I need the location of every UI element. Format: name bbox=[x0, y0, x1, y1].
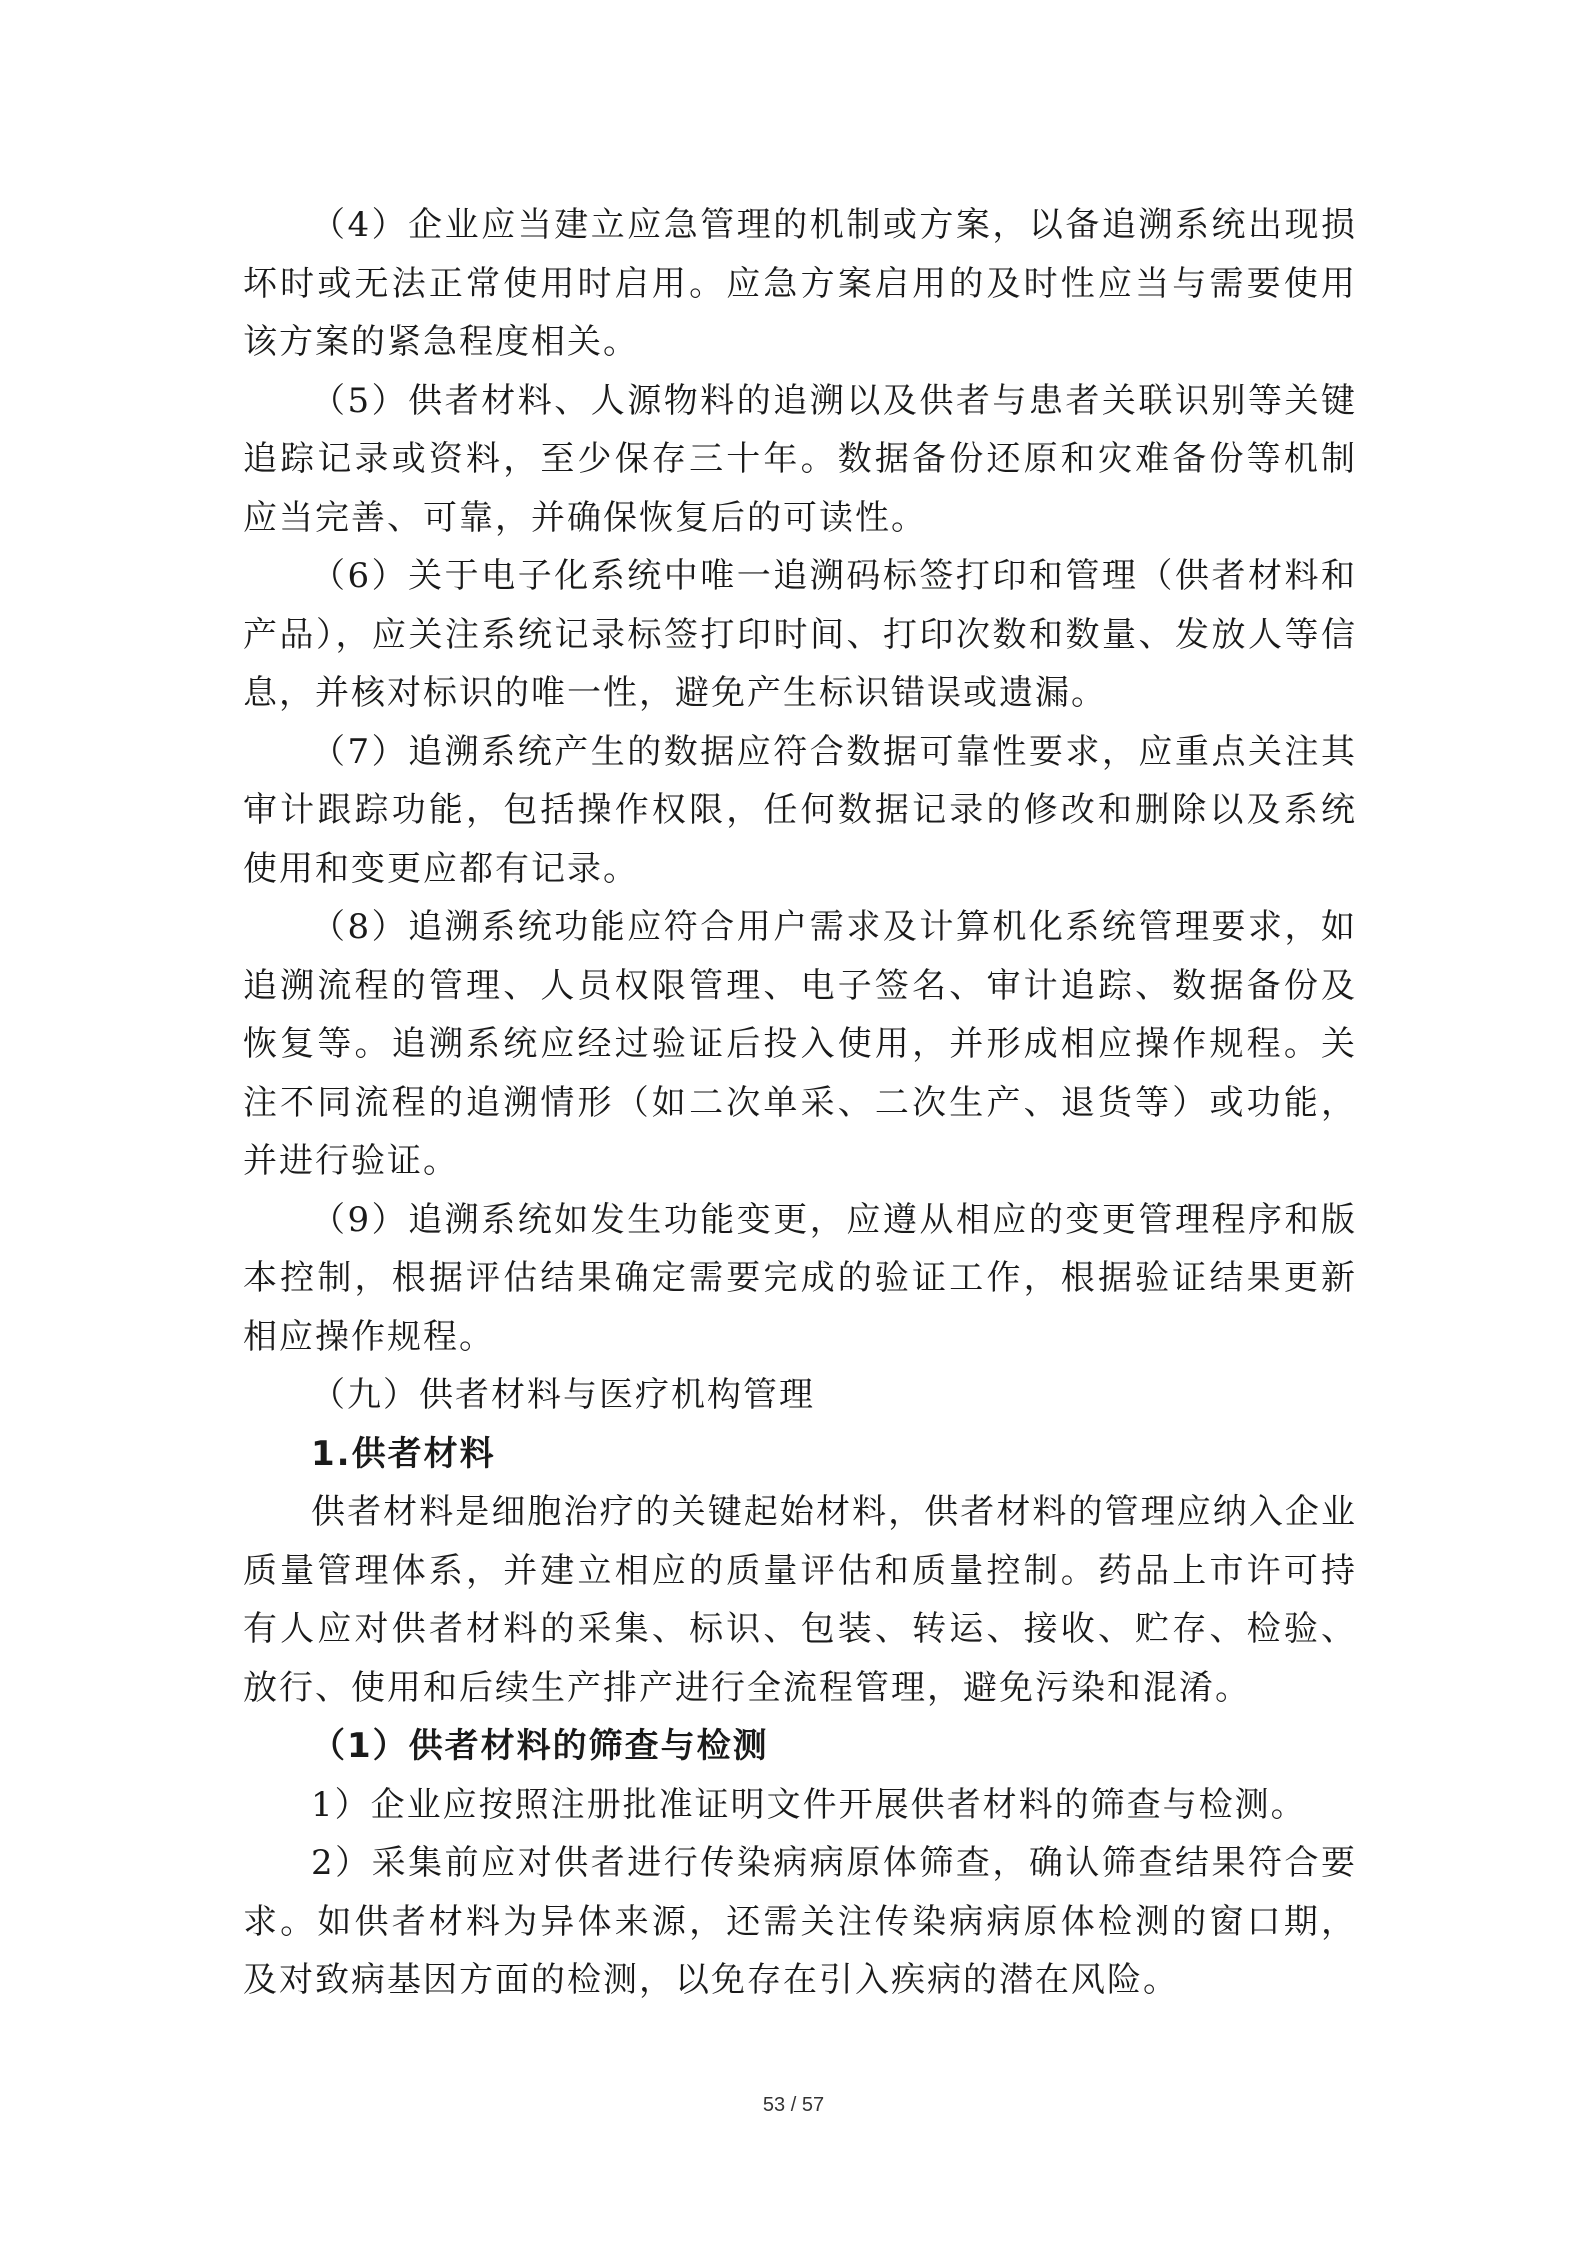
subsection-heading-donor-material: 1.供者材料 bbox=[311, 1433, 496, 1474]
paragraph-item-5: （5）供者材料、人源物料的追溯以及供者与患者关联识别等关键追踪记录或资料，至少保存三十年。数据备份还原和灾难备份等机制应当完善、可靠，并确保恢复后的可读性。 bbox=[243, 380, 1357, 538]
paragraph-screening-2: 2）采集前应对供者进行传染病病原体筛查，确认筛查结果符合要求。如供者材料为异体来源，还需关注传染病病原体检测的窗口期，及对致病基因方面的检测，以免存在引入疾病的潜在风险。 bbox=[243, 1843, 1357, 2000]
paragraph-item-9: （9）追溯系统如发生功能变更，应遵从相应的变更管理程序和版本控制，根据评估结果确定需要完成的验证工作，根据验证结果更新相应操作规程。 bbox=[243, 1199, 1357, 1357]
subsection-heading-screening: （1）供者材料的筛查与检测 bbox=[311, 1726, 769, 1766]
section-heading-9: （九）供者材料与医疗机构管理 bbox=[311, 1375, 815, 1415]
paragraph-item-6: （6）关于电子化系统中唯一追溯码标签打印和管理（供者材料和产品），应关注系统记录标签打印时间、打印次数和数量、发放人等信息，并核对标识的唯一性，避免产生标识错误或遗漏。 bbox=[243, 556, 1357, 713]
paragraph-screening-1: 1）企业应按照注册批准证明文件开展供者材料的筛查与检测。 bbox=[311, 1784, 1307, 1825]
page-content bbox=[243, 196, 1357, 2010]
paragraph-item-4: （4）企业应当建立应急管理的机制或方案，以备追溯系统出现损坏时或无法正常使用时启用。应急方案启用的及时性应当与需要使用该方案的紧急程度相关。 bbox=[243, 205, 1357, 362]
paragraph-item-7: （7）追溯系统产生的数据应符合数据可靠性要求，应重点关注其审计跟踪功能，包括操作权限，任何数据记录的修改和删除以及系统使用和变更应都有记录。 bbox=[243, 731, 1357, 889]
page-number: 53 / 57 bbox=[762, 2094, 825, 2116]
paragraph-item-8: （8）追溯系统功能应符合用户需求及计算机化系统管理要求，如追溯流程的管理、人员权限管理、电子签名、审计追踪、数据备份及恢复等。追溯系统应经过验证后投入使用，并形成相应操作规程。关注不同流程的追溯情形（如二次单采、二次生产、退货等）或功能，并进行验证。 bbox=[243, 907, 1357, 1181]
paragraph-donor-material-intro: 供者材料是细胞治疗的关键起始材料，供者材料的管理应纳入企业质量管理体系，并建立相应的质量评估和质量控制。药品上市许可持有人应对供者材料的采集、标识、包装、转运、接收、贮存、检验、放行、使用和后续生产排产进行全流程管理，避免污染和混淆。 bbox=[243, 1492, 1357, 1708]
